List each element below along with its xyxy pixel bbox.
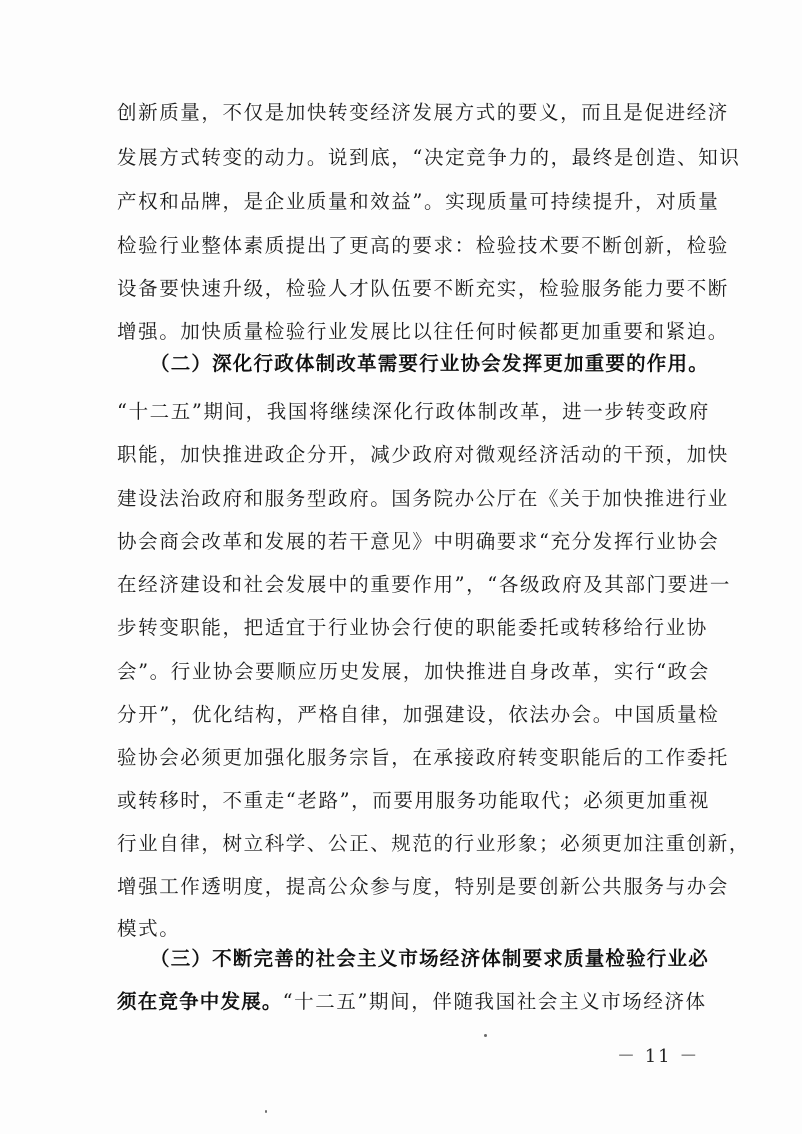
body-text-line: 增强工作透明度，提高公众参与度，特别是要创新公共服务与办会	[117, 875, 729, 898]
body-text-line: 建设法治政府和服务型政府。国务院办公厅在《关于加快推进行业	[117, 487, 729, 510]
body-text-line: 职能，加快推进政企分开，减少政府对微观经济活动的干预，加快	[117, 443, 729, 466]
body-text-line: “十二五”期间，我国将继续深化行政体制改革，进一步转变政府	[117, 400, 710, 423]
body-text-line: 行业自律，树立科学、公正、规范的行业形象；必须更加注重创新，	[117, 832, 751, 855]
section-heading-3-continuation	[117, 990, 707, 1014]
body-text-line: 创新质量，不仅是加快转变经济发展方式的要义，而且是促进经济	[117, 101, 729, 124]
section-heading-2: （二）深化行政体制改革需要行业协会发挥更加重要的作用。	[150, 352, 709, 375]
body-text-line: 发展方式转变的动力。说到底，“决定竞争力的，最终是创造、知识	[117, 146, 741, 169]
body-text-line: 协会商会改革和发展的若干意见》中明确要求“充分发挥行业协会	[117, 530, 720, 553]
body-text-line: 产权和品牌，是企业质量和效益”。实现质量可持续提升，对质量	[117, 190, 720, 213]
body-text-line: 步转变职能，把适宜于行业协会行使的职能委托或转移给行业协	[117, 616, 708, 639]
body-text-line: 分开”，优化结构，严格自律，加强建设，依法办会。中国质量检	[117, 703, 720, 726]
body-text-line: 或转移时，不重走“老路”，而要用服务功能取代；必须更加重视	[117, 789, 710, 812]
page-number: － 11 －	[617, 1046, 700, 1067]
scan-speck	[265, 1110, 267, 1113]
body-text-line: 验协会必须更加强化服务宗旨，在承接政府转变职能后的工作委托	[117, 746, 729, 769]
scan-speck	[484, 1034, 487, 1037]
section-heading-3: （三）不断完善的社会主义市场经济体制要求质量检验行业必	[150, 947, 709, 970]
body-text-line: 会”。行业协会要顺应历史发展，加快推进自身改革，实行“政会	[117, 660, 710, 683]
body-text-line: 模式。	[117, 917, 181, 940]
body-text-run: “十二五”期间，伴随我国社会主义市场经济体	[282, 990, 707, 1013]
section-heading-3-bold-tail: 须在竞争中发展。	[117, 990, 283, 1013]
body-text-line: 设备要快速升级，检验人才队伍要不断充实，检验服务能力要不断	[117, 277, 729, 300]
body-text-line: 增强。加快质量检验行业发展比以往任何时候都更加重要和紧迫。	[117, 320, 729, 343]
body-text-line: 在经济建设和社会发展中的重要作用”，“各级政府及其部门要进一	[117, 573, 731, 596]
body-text-line: 检验行业整体素质提出了更高的要求：检验技术要不断创新，检验	[117, 234, 729, 257]
